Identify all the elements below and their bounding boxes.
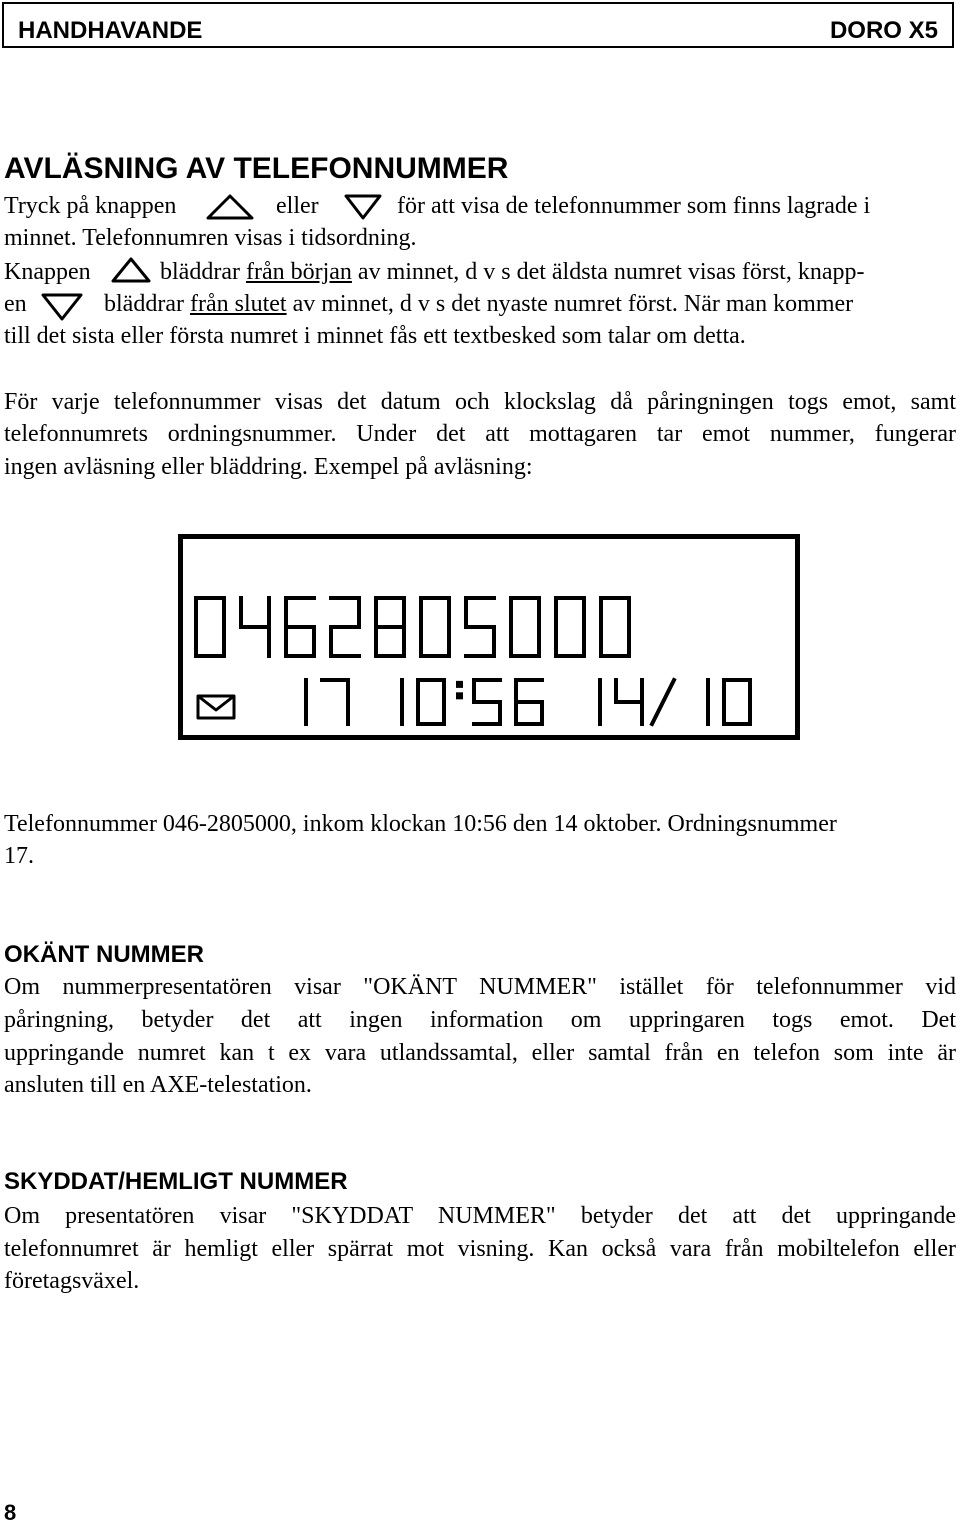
paragraph-line: telefonnumrets ordningsnummer. Under det att mottagaren tar emot nummer, fungerar xyxy=(4,421,956,447)
header-right-title: DORO X5 xyxy=(829,17,938,44)
paragraph-line: ansluten till en AXE-telestation. xyxy=(4,1072,312,1098)
paragraph-line: företagsväxel. xyxy=(4,1268,140,1294)
lcd-digit xyxy=(652,680,674,724)
page-number: 8 xyxy=(4,1500,17,1525)
lcd-digit xyxy=(724,680,750,724)
paragraph-line xyxy=(160,256,865,288)
envelope-icon xyxy=(198,696,234,718)
paragraph-line: telefonnumret är hemligt eller spärrat mot visning. Kan också vara från mobiltelefon eller xyxy=(4,1236,956,1262)
paragraph-line: till det sista eller första numret i minnet fås ett textbesked som talar om detta. xyxy=(4,323,746,349)
underlined-text: från slutet xyxy=(189,291,287,317)
paragraph-line xyxy=(4,190,176,222)
lcd-digit xyxy=(376,598,404,656)
lcd-phone-number xyxy=(196,598,629,656)
paragraph-line xyxy=(104,288,853,320)
lcd-digit xyxy=(196,598,224,656)
paragraph-line xyxy=(4,288,27,320)
text-span: bläddrar xyxy=(104,291,184,317)
paragraph-line: påringning, betyder det att ingen information om uppringaren togs emot. Det xyxy=(4,1007,956,1033)
section-heading-okant: OKÄNT NUMMER xyxy=(4,941,204,968)
lcd-digit xyxy=(421,598,449,656)
lcd-digit xyxy=(286,598,314,656)
triangle-down-icon xyxy=(40,292,84,322)
section-heading-skyddat: SKYDDAT/HEMLIGT NUMMER xyxy=(4,1168,348,1195)
lcd-digit xyxy=(511,598,539,656)
text-span: av minnet, d v s det nyaste numret först. När man kommer xyxy=(292,291,854,317)
text-span: av minnet, d v s det äldsta numret visas först, knapp- xyxy=(357,259,865,285)
triangle-up-icon xyxy=(110,256,152,284)
paragraph-line: uppringande numret kan t ex vara utlandssamtal, eller samtal från en telefon som inte är xyxy=(4,1040,956,1066)
triangle-down-icon xyxy=(343,193,383,221)
lcd-digit xyxy=(466,598,494,656)
text-span: Tryck på knappen xyxy=(4,193,177,219)
underlined-text: från början xyxy=(245,259,352,285)
text-span: bläddrar xyxy=(160,259,240,285)
lcd-digit xyxy=(418,680,444,724)
paragraph-line xyxy=(397,190,870,222)
paragraph-line xyxy=(276,190,319,222)
caption-line: Telefonnummer 046-2805000, inkom klockan 10:56 den 14 oktober. Ordningsnummer xyxy=(4,811,837,837)
lcd-display xyxy=(178,534,800,740)
paragraph-line: ingen avläsning eller bläddring. Exempel på avläsning: xyxy=(4,454,533,480)
text-span: Knappen xyxy=(4,259,91,285)
lcd-digit xyxy=(331,598,359,656)
text-span: för att visa de telefonnummer som finns lagrade i xyxy=(397,193,871,219)
paragraph-line xyxy=(4,256,91,288)
lcd-digit xyxy=(241,598,269,656)
paragraph-line: För varje telefonnummer visas det datum och klockslag då påringningen togs emot, samt xyxy=(4,389,956,415)
lcd-digit xyxy=(456,681,463,699)
lcd-time xyxy=(402,680,542,724)
lcd-index xyxy=(306,680,348,724)
section-heading-avlasning: AVLÄSNING AV TELEFONNUMMER xyxy=(4,152,509,185)
text-span: en xyxy=(4,291,27,317)
lcd-digit xyxy=(474,680,500,724)
lcd-digit xyxy=(322,680,348,724)
lcd-digit xyxy=(616,680,642,724)
paragraph-line: minnet. Telefonnumren visas i tidsordning. xyxy=(4,225,417,251)
lcd-date xyxy=(600,680,750,724)
header-left-title: HANDHAVANDE xyxy=(18,17,203,44)
page-header xyxy=(2,2,954,48)
lcd-digit xyxy=(516,680,542,724)
caption-line: 17. xyxy=(4,843,34,869)
text-span: eller xyxy=(276,193,319,219)
paragraph-line: Om nummerpresentatören visar "OKÄNT NUMMER" istället för telefonnummer vid xyxy=(4,974,956,1000)
lcd-digit xyxy=(556,598,584,656)
lcd-digit xyxy=(601,598,629,656)
triangle-up-icon xyxy=(205,193,255,221)
paragraph-line: Om presentatören visar "SKYDDAT NUMMER" betyder det att det uppringande xyxy=(4,1203,956,1229)
